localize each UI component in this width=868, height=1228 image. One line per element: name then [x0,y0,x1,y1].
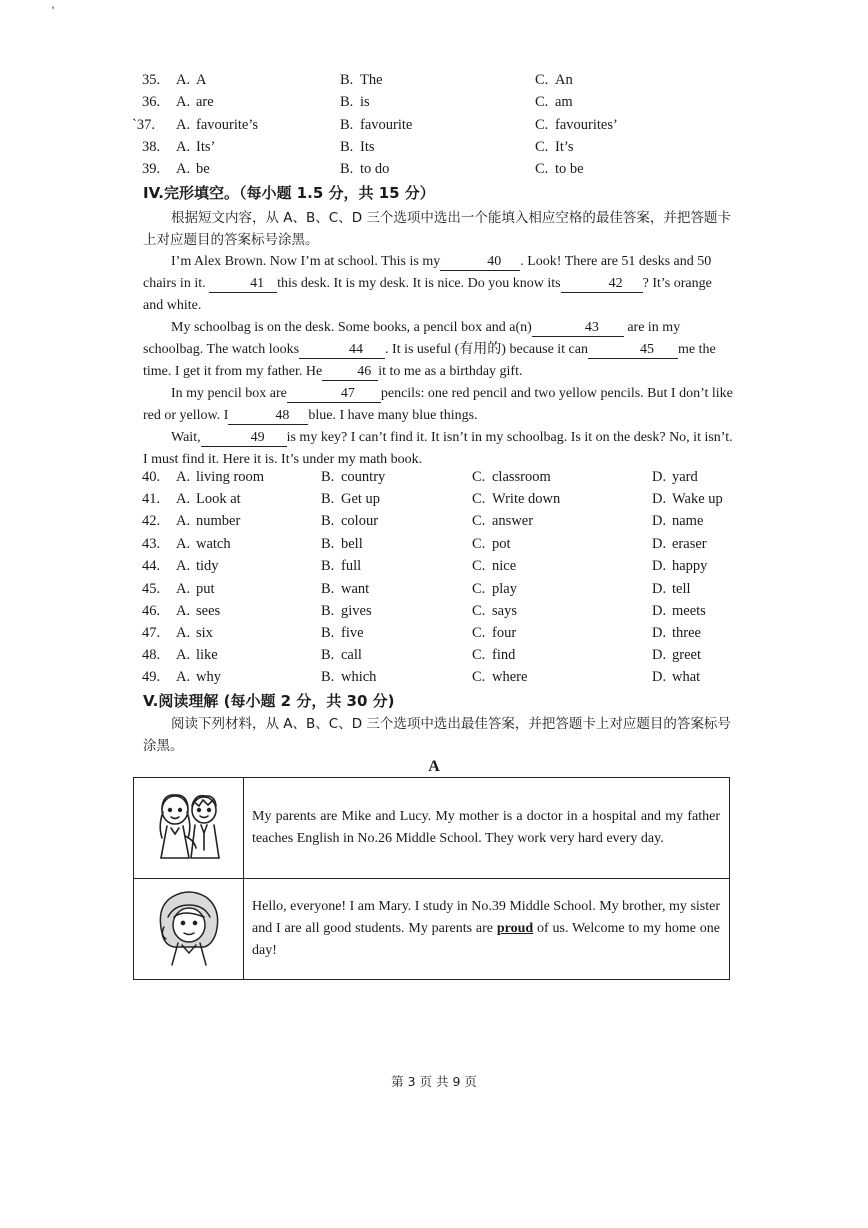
question-48: 48. A. like B. call C. find D. greet [142,647,701,663]
section-5-title: V.阅读理解 (每小题 2 分，共 30 分) [143,692,395,710]
blank-44: 44 [299,342,385,359]
question-45: 45. A. put B. want C. play D. tell [142,581,691,597]
question-46: 46. A. sees B. gives C. says D. meets [142,603,706,619]
section-5-instruction: 阅读下列材料，从 A、B、C、D 三个选项中选出最佳答案，并把答题卡上对应题目的答案标号涂黑。 [143,716,731,754]
blank-40: 40 [440,254,520,271]
couple-drawing-icon [149,788,229,864]
blank-48: 48 [228,408,308,425]
question-44: 44. A. tidy B. full C. nice D. happy [142,558,708,574]
underlined-word-proud: proud [496,921,534,936]
blank-47: 47 [287,386,381,403]
cloze-paragraph-1: I’m Alex Brown. Now I’m at school. This is my 40 . Look! There are 51 desks and 50 chairs in it. 41 this desk. It is my desk. It is nice. Do you know its 42 ? It’s orange and white. [143,254,712,313]
page-number: 第 3 页 共 9 页 [391,1074,477,1089]
mary-illustration [134,879,244,980]
question-35: 35. A. A B. The C. An [142,72,573,88]
blank-41: 41 [209,276,277,293]
blank-45: 45 [588,342,678,359]
question-40: 40. A. living room B. country C. classroom D. yard [142,469,698,485]
blank-49: 49 [201,430,287,447]
question-43: 43. A. watch B. bell C. pot D. eraser [142,536,707,552]
question-39: 39. A. be B. to do C. to be [142,161,584,177]
passage-a-table [133,777,730,980]
question-42: 42. A. number B. colour C. answer D. name [142,513,704,529]
blank-43: 43 [532,320,624,337]
section-4-instruction: 根据短文内容，从 A、B、C、D 三个选项中选出一个能填入相应空格的最佳答案，并把答题卡上对应题目的答案标号涂黑。 [143,210,731,248]
passage-a-label: A [428,758,440,775]
girl-drawing-icon [154,887,224,967]
question-36: 36. A. are B. is C. am [142,94,573,110]
question-38: 38. A. Its’ B. Its C. It’s [142,139,574,155]
blank-46: 46 [322,364,378,381]
section-4-title: IV.完形填空。（每小题 1.5 分，共 15 分） [143,184,435,202]
parents-illustration [134,778,244,879]
cloze-paragraph-3: In my pencil box are 47 pencils: one red pencil and two yellow pencils. But I don’t like red or yellow. I 48 blue. I have many blue things. [143,386,733,423]
question-49: 49. A. why B. which C. where D. what [142,669,701,685]
corner-mark: ' [52,3,55,17]
question-47: 47. A. six B. five C. four D. three [142,625,701,641]
blank-42: 42 [561,276,643,293]
passage-a-text-2: Hello, everyone! I am Mary. I study in No.39 Middle School. My brother, my sister and I are all good students. My parents are proud of us. Welcome to my home one day! [244,879,730,980]
cloze-paragraph-4: Wait, 49 is my key? I can’t find it. It isn’t in my schoolbag. Is it on the desk? No, it isn’t. I must find it. Here it is. It’s under my math book. [143,430,733,467]
passage-a-text-1: My parents are Mike and Lucy. My mother is a doctor in a hospital and my father teaches English in No.26 Middle School. They work very hard every day. [244,778,730,879]
question-41: 41. A. Look at B. Get up C. Write down D. Wake up [142,491,723,507]
cloze-paragraph-2: My schoolbag is on the desk. Some books, a pencil box and a(n) 43 are in my schoolbag. The watch looks 44 . It is useful (有用的) because it can 45 me the time. I get it from my father. He 46 it to me as a birthday gift. [143,320,716,379]
question-37: ˋ37. A. favourite’s B. favourite C. favourites’ [132,117,618,133]
